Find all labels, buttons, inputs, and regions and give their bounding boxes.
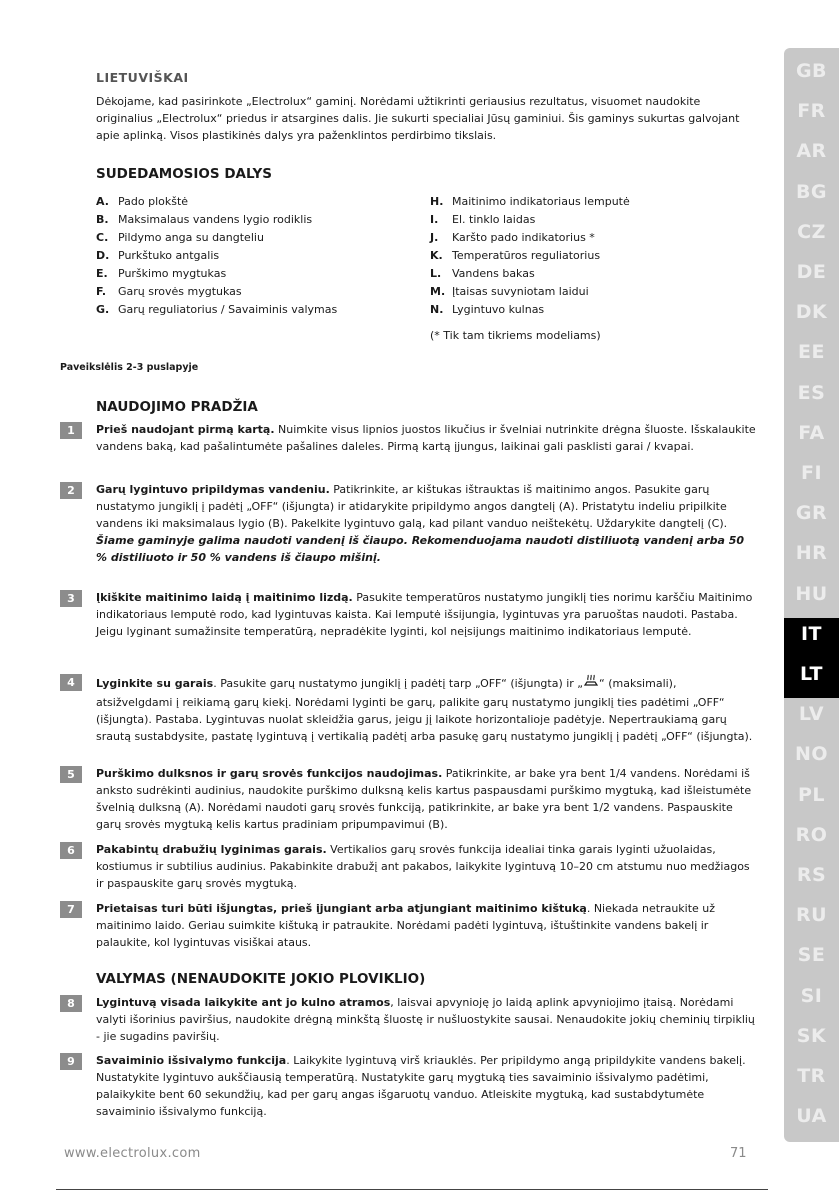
step-number-badge: 1 (60, 422, 82, 439)
language-tab-fa[interactable]: FA (798, 421, 825, 444)
part-item (430, 247, 750, 265)
part-label: Pildymo anga su dangteliu (118, 231, 264, 244)
step-1 (60, 421, 760, 473)
step-6 (60, 841, 760, 893)
step-number-badge: 9 (60, 1053, 82, 1070)
language-tab-es[interactable]: ES (797, 381, 826, 404)
part-item (430, 265, 750, 283)
language-tab-hr[interactable]: HR (795, 542, 828, 565)
parts-heading: SUDEDAMOSIOS DALYS (96, 166, 272, 182)
language-title: LIETUVIŠKAI (96, 70, 189, 85)
parts-list-left (96, 193, 416, 319)
step-title: Pakabintų drabužių lyginimas garais. (96, 843, 327, 856)
language-tab-gb[interactable]: GB (795, 60, 828, 82)
part-letter: M. (430, 285, 446, 298)
language-tab-lt[interactable]: LT (800, 663, 823, 685)
language-tab-de[interactable]: DE (796, 261, 827, 283)
part-label: Garų srovės mygtukas (118, 285, 242, 298)
footer-url[interactable]: www.electrolux.com (64, 1146, 201, 1161)
step-title: Purškimo dulksnos ir garų srovės funkcijos naudojimas. (96, 767, 443, 780)
part-label: Vandens bakas (452, 267, 535, 280)
language-tab-sk[interactable]: SK (796, 1024, 827, 1047)
step-number-badge: 2 (60, 482, 82, 499)
part-item (430, 283, 750, 301)
part-item (430, 193, 750, 211)
language-tab-tr[interactable]: TR (797, 1065, 826, 1087)
step-text: Nuimkite visus lipnios juostos likučius ir švelniai nutrinkite drėgna šluoste. Išskalaukite vandens baką, kad pašalintumėte pašalines daleles. Pirmą kartą įjungus, laikinai gali pasklisti garai / kvapai. (96, 423, 756, 453)
step-8 (60, 994, 760, 1046)
step-title: Įkiškite maitinimo laidą į maitinimo lizdą. (96, 591, 353, 604)
language-tab-se[interactable]: SE (797, 944, 826, 967)
language-tab-hu[interactable]: HU (795, 582, 828, 605)
part-letter: C. (96, 231, 109, 244)
language-tab-ro[interactable]: RO (795, 823, 828, 846)
language-tab-ua[interactable]: UA (796, 1105, 827, 1128)
language-tab-ee[interactable]: EE (798, 341, 825, 364)
step-title: Prieš naudojant pirmą kartą. (96, 423, 275, 436)
part-item (430, 301, 750, 319)
part-item (96, 229, 416, 247)
cleaning-heading: VALYMAS (NENAUDOKITE JOKIO PLOVIKLIO) (96, 971, 426, 987)
part-item (430, 229, 750, 247)
step-number-badge: 6 (60, 842, 82, 859)
step-title: Lygintuvą visada laikykite ant jo kulno atramos (96, 996, 391, 1009)
step-title: Savaiminio išsivalymo funkcija (96, 1054, 287, 1067)
step-number-badge: 5 (60, 766, 82, 783)
parts-note: (* Tik tam tikriems modeliams) (430, 329, 601, 342)
step-7 (60, 900, 760, 952)
step-text: . Laikykite lygintuvą virš kriauklės. Per pripildymo angą pripildykite vandens bakelį. Nustatykite lygintuvo aukščiausią temperatūrą. Nustatykite garų mygtuką ties savaiminio išsivalymo padėtimi, palaikykite bent 60 sekundžių, kad per garų angas išgaruotų vanduo. Atleiskite mygtuką, kad sustabdytumėte savaiminio išsivalymo funkciją. (96, 1054, 746, 1118)
part-item (430, 211, 750, 229)
part-letter: E. (96, 267, 108, 280)
step-text: . Niekada netraukite už maitinimo laido. Geriau suimkite kištuką ir patraukite. Norėdami padėti lygintuvą, ištuštinkite vandens bakelį ir palaukite, kol lygintuvas visiškai ataus. (96, 902, 716, 949)
part-item (96, 265, 416, 283)
step-text: Patikrinkite, ar kištukas ištrauktas iš maitinimo angos. Pasukite garų nustatymo jungiklį į padėtį „OFF“ (išjungta) ir atidarykite pripildymo angos dangtelį (A). Pristatytu indeliu pripilkite vandens iki maksimalaus lygio (B). Pakelkite lygintuvo galą, kad pilant vanduo neištekėtų. Uždarykite dangtelį (C). (96, 483, 728, 530)
language-tab-gr[interactable]: GR (795, 502, 828, 525)
part-label: Temperatūros reguliatorius (452, 249, 601, 262)
part-label: Purškimo mygtukas (118, 267, 227, 280)
language-tab-si[interactable]: SI (800, 984, 823, 1007)
language-tab-ar[interactable]: AR (796, 140, 827, 163)
part-item (96, 301, 416, 319)
language-tab-dk[interactable]: DK (795, 301, 828, 324)
language-tab-no[interactable]: NO (794, 743, 829, 766)
part-label: Maksimalaus vandens lygio rodiklis (118, 213, 313, 226)
part-label: Maitinimo indikatoriaus lemputė (452, 195, 630, 208)
step-title: Lyginkite su garais (96, 677, 214, 690)
step-text: Pasukite temperatūros nustatymo jungiklį ties norimu karščiu Maitinimo indikatoriaus lemputė rodo, kad lygintuvas kaista. Kai lemputė išsijungia, lygintuvas yra paruoštas naudoti. Pastaba. Jeigu lyginant sumažinsite temperatūrą, nepradėkite lyginti, kol neįsijungs maitinimo indikatoriaus lemputė. (96, 591, 753, 638)
step-title: Garų lygintuvo pripildymas vandeniu. (96, 483, 330, 496)
step-text: . Pasukite garų nustatymo jungiklį į padėtį tarp „OFF“ (išjungta) ir „ (213, 677, 584, 690)
step-number-badge: 3 (60, 590, 82, 607)
part-label: Lygintuvo kulnas (452, 303, 545, 316)
step-9 (60, 1052, 760, 1122)
part-label: Purkštuko antgalis (118, 249, 220, 262)
step-title: Prietaisas turi būti išjungtas, prieš įjungiant arba atjungiant maitinimo kištuką (96, 902, 587, 915)
step-number-badge: 7 (60, 901, 82, 918)
part-label: El. tinklo laidas (452, 213, 536, 226)
language-tab-bg[interactable]: BG (795, 180, 828, 203)
step-note: Šiame gaminyje galima naudoti vandenį iš čiaupo. Rekomenduojama naudoti distiliuotą vandenį arba 50 % distiliuoto ir 50 % vandens iš čiaupo mišinį. (96, 534, 745, 564)
step-2 (60, 481, 760, 583)
language-tab-lv[interactable]: LV (798, 703, 825, 726)
step-4 (60, 673, 760, 759)
footer-divider (56, 1189, 768, 1190)
part-letter: F. (96, 285, 107, 298)
language-tab-pl[interactable]: PL (797, 783, 826, 806)
step-text: , laisvai apvynioję jo laidą aplink apvyniojimo įtaisą. Norėdami valyti išorinius paviršius, naudokite drėgną minkštą šluostę ir nušluostykite sausai. Nenaudokite jokių cheminių tirpiklių - jie sugadins paviršių. (96, 996, 755, 1043)
step-text: Vertikalios garų srovės funkcija idealiai tinka garais lyginti užuolaidas, kostiumus ir subtilius audinius. Pakabinkite drabužį ant pakabos, laikykite lygintuvą 10–20 cm atstumu nuo medžiagos ir paspauskite garų srovės mygtuką. (96, 843, 750, 890)
part-label: Pado plokštė (118, 195, 189, 208)
part-label: Įtaisas suvyniotam laidui (452, 285, 589, 298)
page-number: 71 (730, 1146, 747, 1161)
part-letter: G. (96, 303, 110, 316)
language-tab-cz[interactable]: CZ (797, 220, 826, 243)
usage-heading: NAUDOJIMO PRADŽIA (96, 399, 258, 415)
parts-list-right (430, 193, 750, 319)
language-tab-fr[interactable]: FR (797, 100, 826, 123)
part-letter: L. (430, 267, 442, 280)
step-number-badge: 8 (60, 995, 82, 1012)
language-tab-rs[interactable]: RS (796, 864, 827, 886)
language-tab-it[interactable]: IT (800, 622, 823, 645)
part-letter: H. (430, 195, 444, 208)
part-label: Garų reguliatorius / Savaiminis valymas (118, 303, 338, 316)
part-item (96, 247, 416, 265)
part-letter: A. (96, 195, 109, 208)
part-letter: I. (430, 213, 439, 226)
part-letter: D. (96, 249, 110, 262)
part-letter: K. (430, 249, 443, 262)
step-text-continued: “ (maksimali), atsižvelgdami į reikiamą garų kiekį. Norėdami lyginti be garų, palikite garų nustatymo jungiklį ties padėtimi „OFF“ (išjungta). Pastaba. Lygintuvas nuolat skleidžia garus, jeigu jį laikote horizontalioje padėtyje. Nepertraukiamą garų srautą sustabdysite, pastatę lygintuvą į vertikalią padėtį arba pasukę garų nustatymo jungiklį į padėtį „OFF“ (išjungta). (96, 677, 753, 743)
step-5 (60, 765, 760, 835)
part-letter: J. (430, 231, 439, 244)
step-text: Patikrinkite, ar bake yra bent 1/4 vandens. Norėdami iš anksto sudrėkinti audinius, naudokite purškimo dulksną kelis kartus paspausdami purškimo mygtuką, kad išleistumėte švelnią dulksną (A). Norėdami naudoti garų srovės funkciją, patikrinkite, ar bake yra bent 1/2 vandens. Paspauskite garų srovės mygtuką kelis kartus pradiniam pripumpavimui (B). (96, 767, 752, 831)
step-3 (60, 589, 760, 657)
step-number-badge: 4 (60, 674, 82, 691)
part-item (96, 211, 416, 229)
part-label: Karšto pado indikatorius * (452, 231, 595, 244)
part-letter: N. (430, 303, 444, 316)
part-item (96, 193, 416, 211)
figure-reference: Paveikslėlis 2-3 puslapyje (60, 362, 199, 373)
part-letter: B. (96, 213, 109, 226)
part-item (96, 283, 416, 301)
max-steam-icon (583, 673, 599, 694)
language-tab-fi[interactable]: FI (800, 462, 823, 484)
language-tab-ru[interactable]: RU (795, 904, 828, 927)
intro-paragraph: Dėkojame, kad pasirinkote „Electrolux“ gaminį. Norėdami užtikrinti geriausius rezultatus, visuomet naudokite originalius „Electrolux“ priedus ir atsargines dalis. Jie sukurti specialiai Jūsų gaminiui. Šis gaminys sukurtas galvojant apie aplinką. Visos plastikinės dalys yra paženklintos perdirbimo tikslais. (96, 95, 740, 142)
